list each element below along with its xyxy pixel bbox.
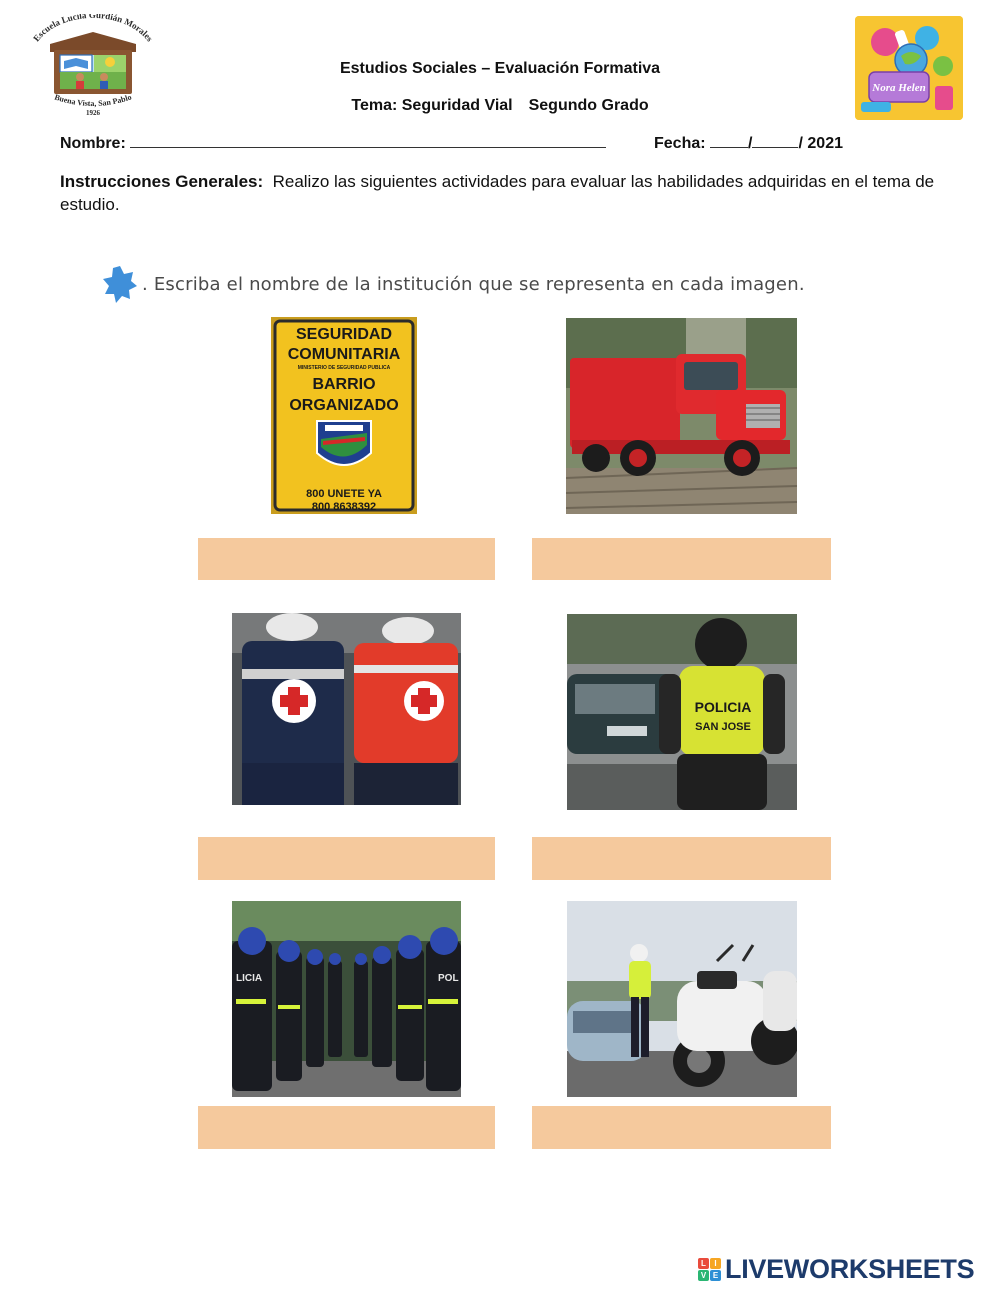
sign-line4: BARRIO (312, 376, 376, 393)
page-title: Estudios Sociales – Evaluación Formativa (339, 60, 661, 77)
sign-line3: MINISTERIO DE SEGURIDAD PUBLICA (297, 365, 391, 371)
date-separator: / (748, 135, 753, 152)
school-name: Escuela Lucila Gurdián Morales (31, 14, 155, 44)
answer-input-4[interactable] (532, 837, 831, 880)
name-label: Nombre: (60, 135, 126, 152)
school-location: Buena Vista, San Pablo (53, 92, 133, 109)
answer-input-3[interactable] (198, 837, 495, 880)
square-i: I (710, 1258, 721, 1269)
liveworksheets-squares-icon (698, 1258, 721, 1281)
date-row (654, 134, 843, 153)
date-label: Fecha: (654, 135, 706, 152)
riot-label-left: LICIA (236, 973, 263, 984)
school-year: 1926 (86, 109, 100, 116)
instructions (60, 170, 940, 216)
name-row (60, 134, 606, 153)
question-text: . Escriba el nombre de la institución que se representa en cada imagen. (142, 273, 805, 295)
square-e: E (710, 1270, 721, 1281)
name-line[interactable] (130, 134, 606, 148)
photo-traffic-police (567, 901, 797, 1097)
liveworksheets-logo[interactable] (698, 1254, 974, 1285)
sign-line5: ORGANIZADO (289, 397, 399, 414)
photo-fire-truck (566, 318, 797, 514)
day-line[interactable] (710, 134, 748, 148)
date-year: 2021 (807, 135, 843, 152)
topic: Tema: Seguridad Vial (351, 97, 513, 114)
photo-community-security-sign (271, 317, 417, 514)
question-row (102, 264, 805, 304)
answer-input-2[interactable] (532, 538, 831, 580)
date-separator: / (798, 135, 803, 152)
photo-red-cross (232, 613, 461, 805)
brand-badge: Nora Helen (872, 82, 926, 94)
month-line[interactable] (752, 134, 798, 148)
instructions-text: Realizo las siguientes actividades para evaluar las habilidades adquiridas en el tema de estudio. (60, 172, 935, 214)
page-subtitle (0, 97, 1000, 115)
grade: Segundo Grado (528, 97, 649, 114)
sign-line1: SEGURIDAD (295, 326, 393, 343)
answer-input-5[interactable] (198, 1106, 495, 1149)
square-v: V (698, 1270, 709, 1281)
instructions-label: Instrucciones Generales: (60, 172, 264, 191)
photo-riot-police (232, 901, 461, 1097)
vest-line1: POLICIA (694, 699, 752, 715)
answer-input-1[interactable] (198, 538, 495, 580)
vest-line2: SAN JOSE (695, 721, 751, 733)
sign-line6: 800 UNETE YA (306, 488, 382, 500)
answer-input-6[interactable] (532, 1106, 831, 1149)
square-l: L (698, 1258, 709, 1269)
liveworksheets-brand: LIVEWORKSHEETS (725, 1254, 975, 1284)
sign-line7: 800 8638392 (311, 501, 377, 513)
star-icon (102, 264, 138, 304)
riot-label-right: POL (438, 973, 459, 984)
sign-line2: COMUNITARIA (287, 346, 401, 363)
photo-municipal-police (567, 614, 797, 810)
